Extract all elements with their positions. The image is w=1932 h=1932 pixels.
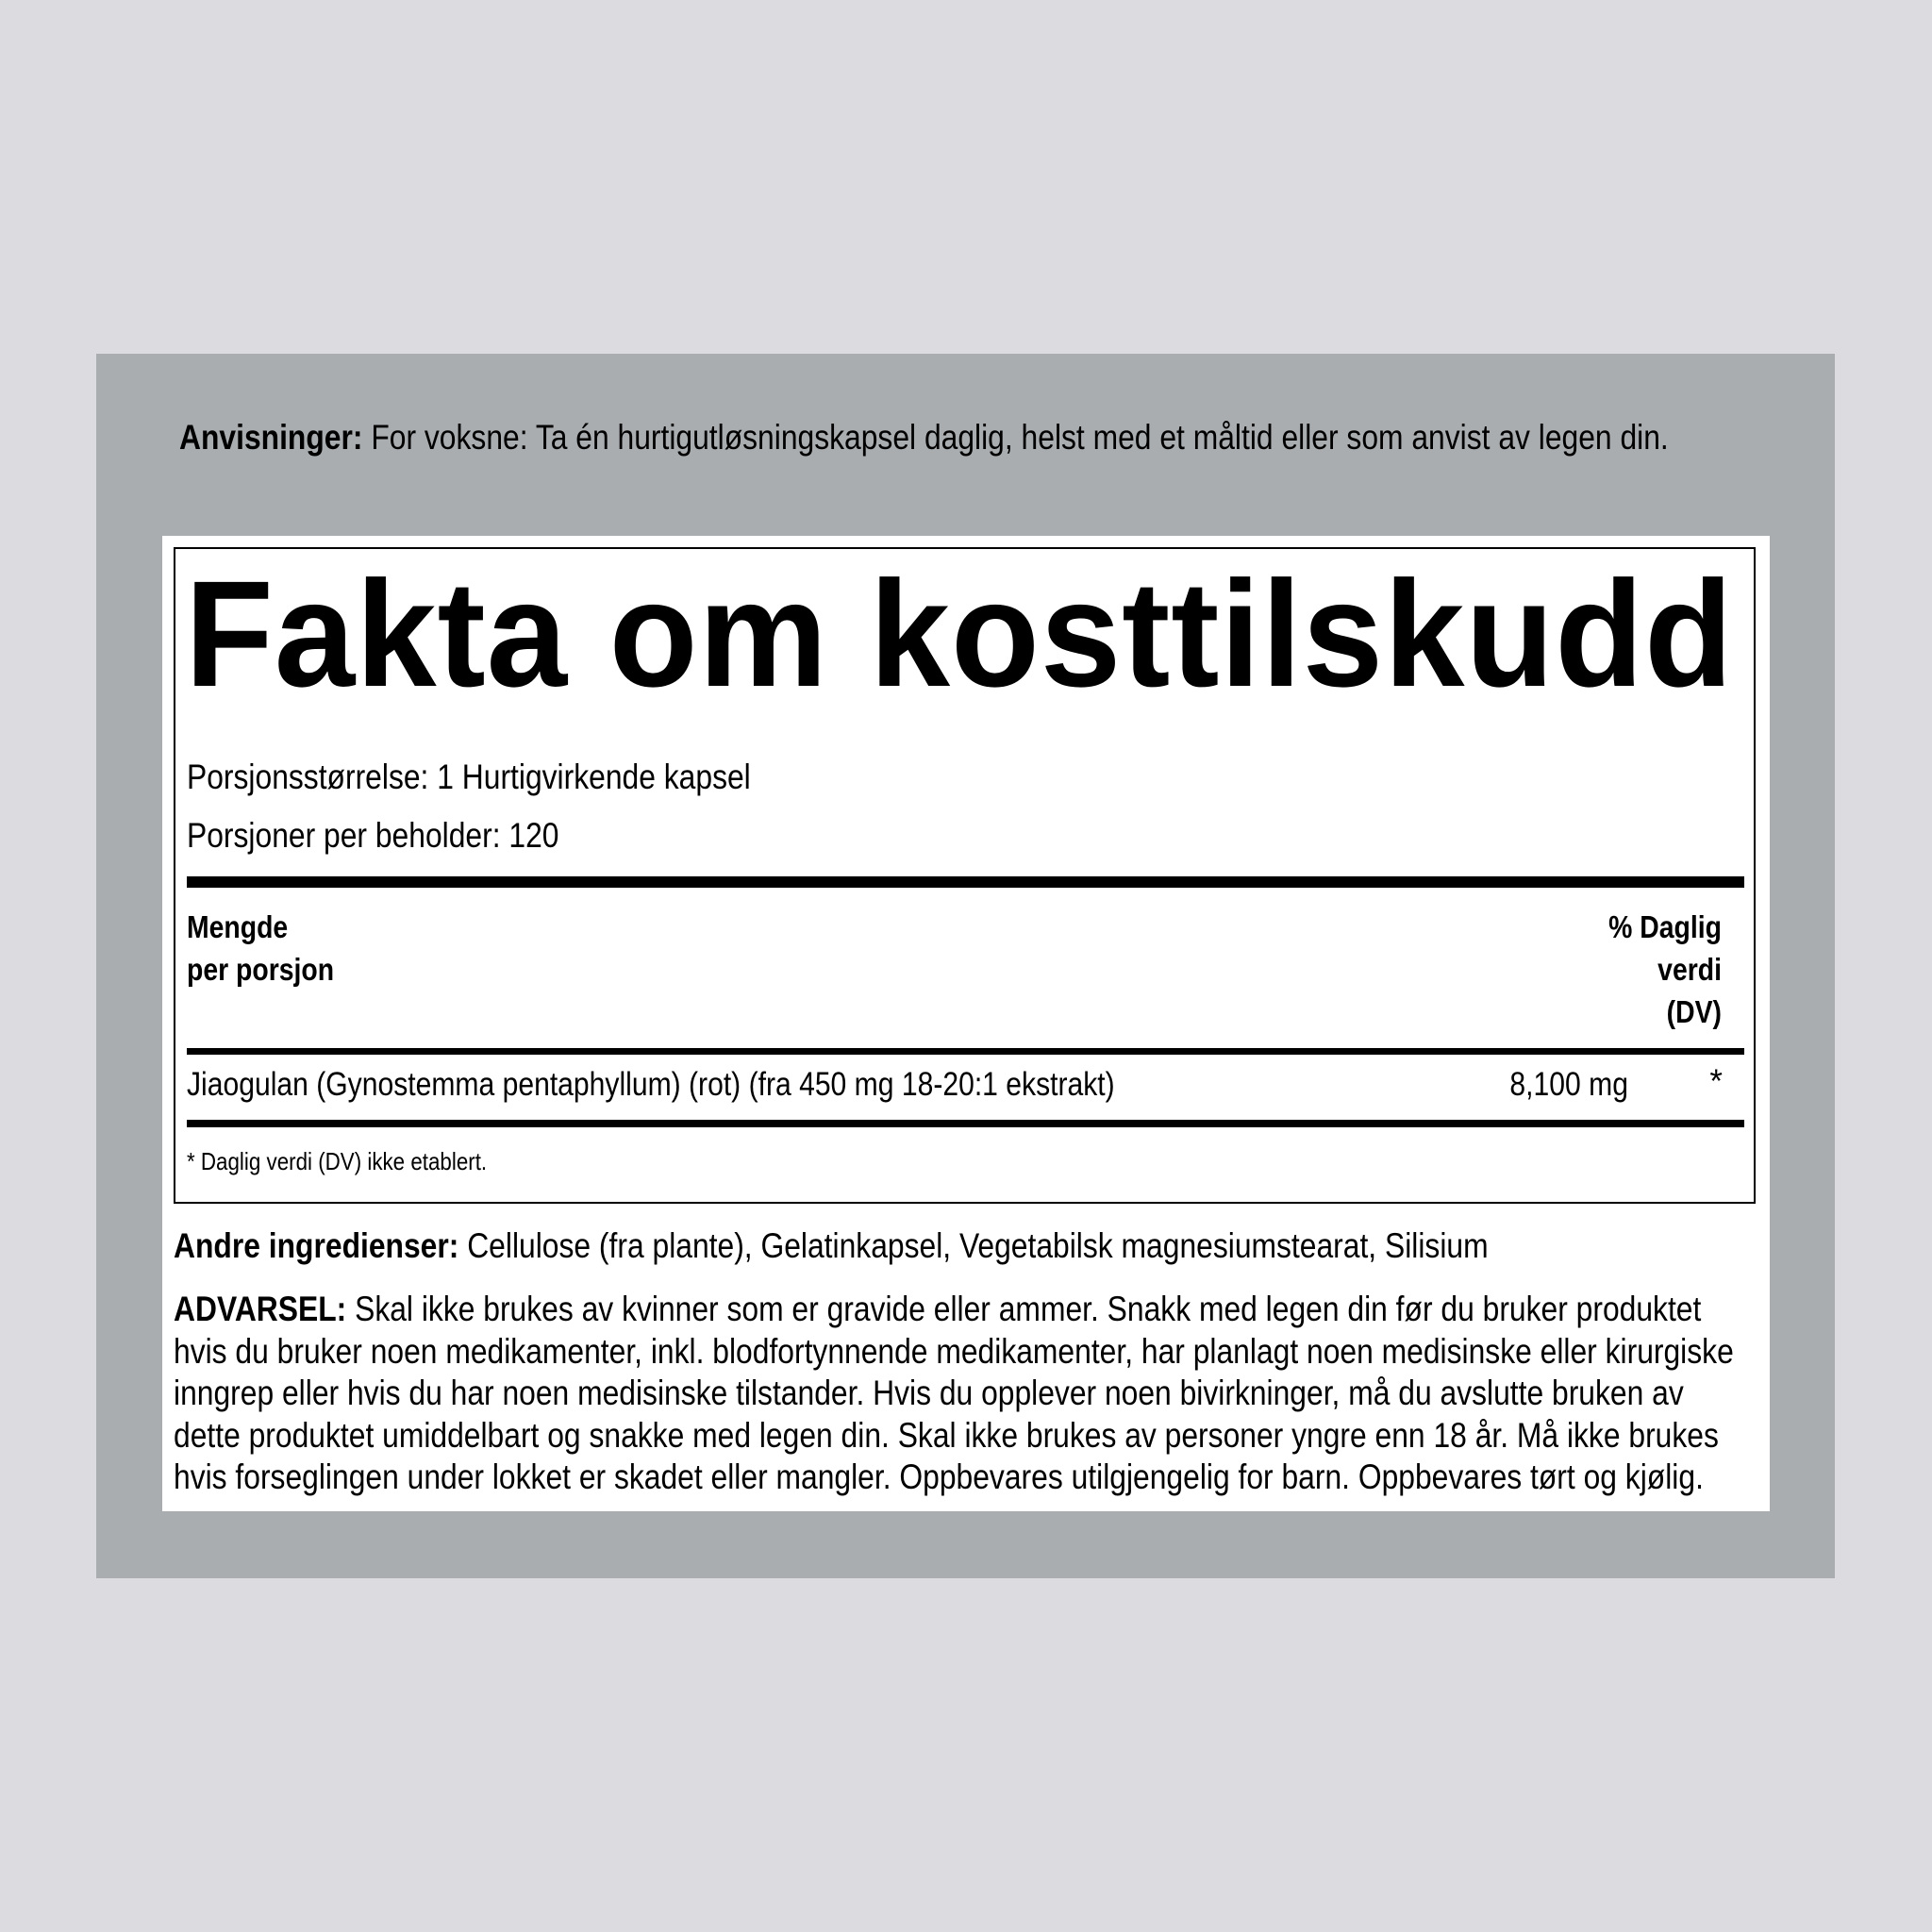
supplement-facts-title: Fakta om kosttilskudd [185,549,1734,718]
other-ingredients-text: Cellulose (fra plante), Gelatinkapsel, Vegetabilsk magnesiumstearat, Silisium [458,1226,1489,1265]
directions-text [179,413,1745,461]
warning-text [174,1289,1756,1499]
warning-label: ADVARSEL: [174,1290,347,1328]
amount-per-serving-header [187,906,430,991]
dv-header-line2: verdi [1657,952,1722,987]
thick-divider [187,876,1744,888]
servings-per-container: Porsjoner per beholder: 120 [187,816,559,855]
directions-body: For voksne: Ta én hurtigutløsningskapsel daglig, helst med et måltid eller som anvist av legen din. [362,418,1669,457]
other-ingredients [174,1224,1489,1268]
ingredient-dv: * [1709,1063,1723,1100]
dv-header-line3: (DV) [1666,994,1722,1029]
amount-header-line2: per porsjon [187,952,335,987]
ingredient-name: Jiaogulan (Gynostemma pentaphyllum) (rot) (fra 450 mg 18-20:1 ekstrakt) [187,1066,1115,1103]
directions-label: Anvisninger: [179,418,363,457]
other-ingredients-label: Andre ingredienser: [174,1226,459,1265]
warning-body: Skal ikke brukes av kvinner som er gravide eller ammer. Snakk med legen din før du bruker produktet hvis du bruker noen medikamenter, inkl. blodfortynnende medikamenter, har planlagt noen medisinske eller kirurgiske inngrep eller hvis du har noen medisinske tilstander. Hvis du opplever noen bivirkninger, må du avslutte bruken av dette produktet umiddelbart og snakke med legen din. Skal ikke brukes av personer yngre enn 18 år. Må ikke brukes hvis forseglingen under lokket er skadet eller mangler. Oppbevares utilgjengelig for barn. Oppbevares tørt og kjølig. [174,1290,1734,1496]
amount-header-line1: Mengde [187,909,289,944]
dv-footnote: * Daglig verdi (DV) ikke etablert. [187,1147,488,1175]
daily-value-header [1478,906,1722,1033]
header-divider [187,1048,1744,1055]
dv-header-line1: % Daglig [1608,909,1722,944]
ingredient-amount: 8,100 mg [1509,1066,1628,1103]
serving-size: Porsjonsstørrelse: 1 Hurtigvirkende kapsel [187,758,751,796]
bottom-divider [187,1120,1744,1127]
